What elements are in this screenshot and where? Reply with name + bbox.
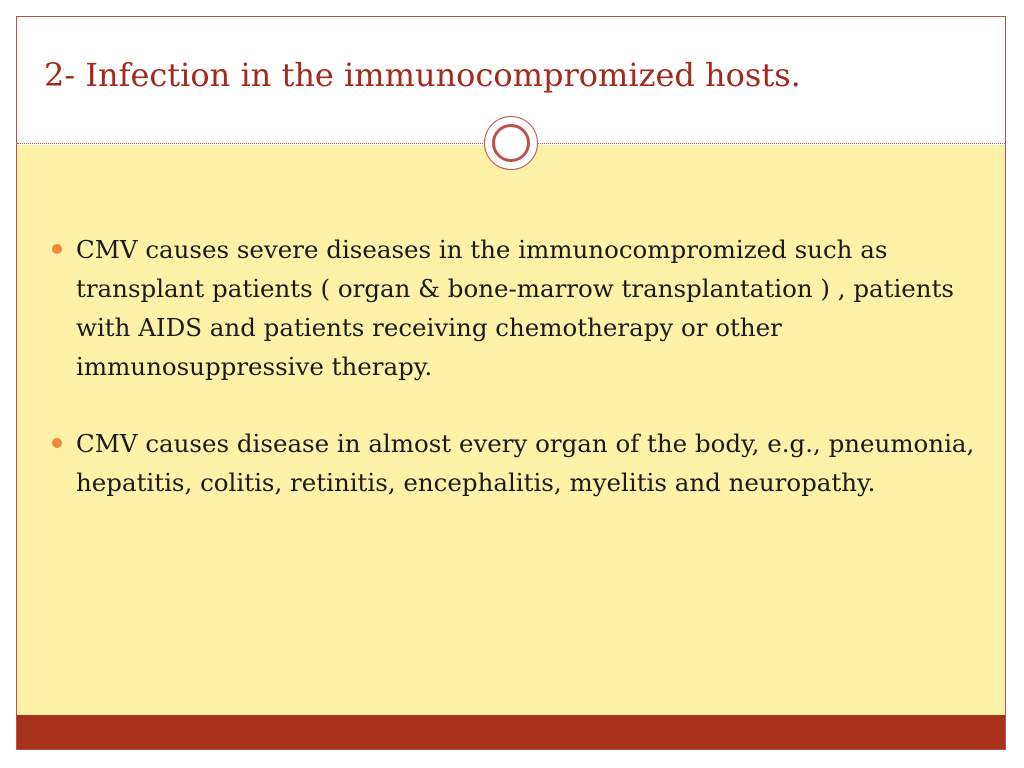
bullet-list: [52, 230, 982, 540]
footer-bar: [17, 715, 1005, 749]
slide-title: 2- Infection in the immunocompromized hosts.: [44, 56, 801, 94]
bullet-text: CMV causes severe diseases in the immunocompromized such as transplant patients ( organ & bone-marrow transplantation ) , patients with AIDS and patients receiving chemotherapy or other immunosuppressive therapy.: [76, 235, 954, 381]
bullet-text: CMV causes disease in almost every organ of the body, e.g., pneumonia, hepatitis, colitis, retinitis, encephalitis, myelitis and neuropathy.: [76, 429, 975, 497]
bullet-item: [52, 230, 982, 386]
round-bullet-icon: [52, 438, 62, 448]
ornament-ring: [492, 124, 530, 162]
bullet-item: [52, 424, 982, 502]
round-bullet-icon: [52, 244, 62, 254]
double-circle-ornament-icon: [484, 116, 538, 170]
